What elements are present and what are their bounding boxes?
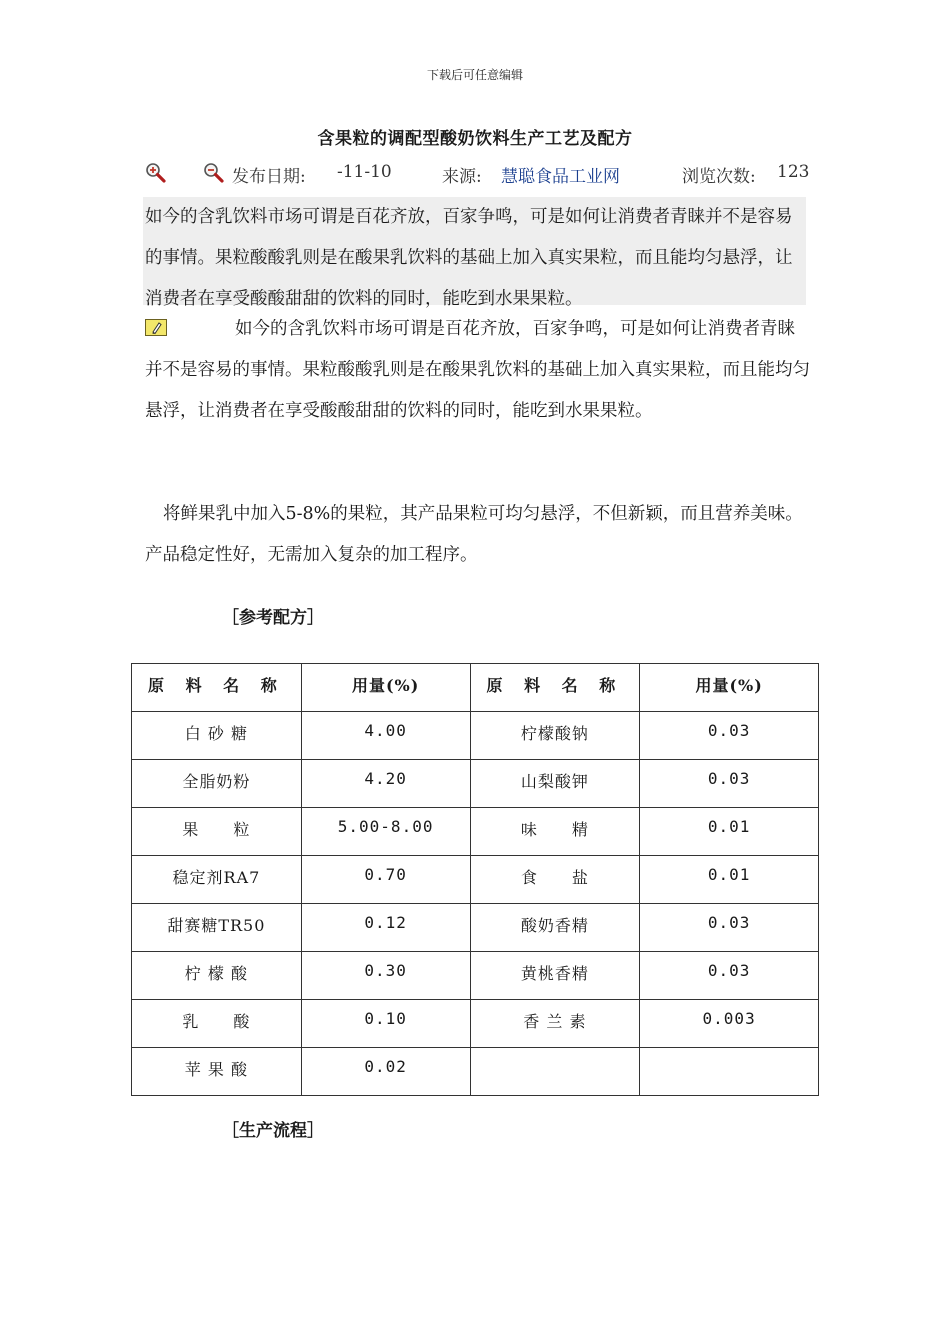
views-label: 浏览次数:: [682, 167, 756, 187]
ingredient-name: 全脂奶粉: [132, 760, 302, 808]
ingredient-amount: 0.03: [640, 904, 819, 952]
ingredient-amount: 0.03: [640, 712, 819, 760]
source-label: 来源:: [442, 167, 482, 187]
section-heading-process: ［生产流程］: [222, 1121, 324, 1141]
table-row: [132, 952, 819, 1000]
ingredient-amount: 0.03: [640, 760, 819, 808]
ingredient-amount: 5.00-8.00: [301, 808, 470, 856]
ingredient-amount: 0.003: [640, 1000, 819, 1048]
ingredient-name: [470, 1048, 640, 1096]
ingredient-name: 食 盐: [470, 856, 640, 904]
table-header-cell: 用量(%): [640, 664, 819, 712]
body-paragraph-1: 如今的含乳饮料市场可谓是百花齐放，百家争鸣，可是如何让消费者青睐并不是容易的事情。果粒酸酸乳则是在酸果乳饮料的基础上加入真实果粒，而且能均匀悬浮，让消费者在享受酸酸甜甜的饮料的同时，能吃到水果果粒。: [145, 319, 810, 421]
ingredient-amount: 4.00: [301, 712, 470, 760]
table-row: [132, 1000, 819, 1048]
table-row: [132, 904, 819, 952]
ingredient-amount: [640, 1048, 819, 1096]
header-note: 下载后可任意编辑: [426, 68, 523, 82]
section-heading-recipe: ［参考配方］: [222, 608, 324, 628]
table-header-cell: 原 料 名 称: [132, 664, 302, 712]
ingredient-name: 白 砂 糖: [132, 712, 302, 760]
table-header-cell: 原 料 名 称: [470, 664, 640, 712]
table-row: [132, 712, 819, 760]
ingredient-amount: 0.70: [301, 856, 470, 904]
table-header-row: [132, 664, 819, 712]
ingredient-amount: 0.03: [640, 952, 819, 1000]
ingredient-name: 稳定剂RA7: [132, 856, 302, 904]
ingredient-name: 柠檬酸钠: [470, 712, 640, 760]
ingredient-amount: 0.10: [301, 1000, 470, 1048]
ingredient-name: 山梨酸钾: [470, 760, 640, 808]
ingredient-name: 苹 果 酸: [132, 1048, 302, 1096]
table-row: [132, 856, 819, 904]
ingredient-name: 黄桃香精: [470, 952, 640, 1000]
ingredient-amount: 0.12: [301, 904, 470, 952]
ingredient-name: 果 粒: [132, 808, 302, 856]
ingredient-amount: 0.30: [301, 952, 470, 1000]
ingredient-name: 甜赛糖TR50: [132, 904, 302, 952]
table-row: [132, 760, 819, 808]
zoom-out-icon[interactable]: [203, 162, 225, 184]
publish-date: -11-10: [337, 162, 392, 182]
views-count: 123: [777, 162, 810, 182]
body-paragraph-2: 将鲜果乳中加入5-8%的果粒，其产品果粒可均匀悬浮，不但新颖，而且营养美味。产品稳定性好，无需加入复杂的加工程序。: [145, 504, 803, 565]
recipe-table: [131, 663, 819, 1096]
article-meta: [145, 160, 810, 188]
ingredient-name: 柠 檬 酸: [132, 952, 302, 1000]
table-row: [132, 808, 819, 856]
ingredient-amount: 4.20: [301, 760, 470, 808]
zoom-in-icon[interactable]: [145, 162, 167, 184]
publish-date-label: 发布日期:: [232, 167, 306, 187]
ingredient-amount: 0.02: [301, 1048, 470, 1096]
table-header-cell: 用量(%): [301, 664, 470, 712]
page-title: 含果粒的调配型酸奶饮料生产工艺及配方: [317, 129, 633, 149]
source-link[interactable]: 慧聪食品工业网: [501, 167, 620, 187]
article-summary: 如今的含乳饮料市场可谓是百花齐放，百家争鸣，可是如何让消费者青睐并不是容易的事情。果粒酸酸乳则是在酸果乳饮料的基础上加入真实果粒，而且能均匀悬浮，让消费者在享受酸酸甜甜的饮料的同时，能吃到水果果粒。: [143, 197, 806, 305]
ingredient-name: 乳 酸: [132, 1000, 302, 1048]
ingredient-amount: 0.01: [640, 808, 819, 856]
ingredient-name: 酸奶香精: [470, 904, 640, 952]
ingredient-name: 味 精: [470, 808, 640, 856]
ingredient-amount: 0.01: [640, 856, 819, 904]
table-row: [132, 1048, 819, 1096]
ingredient-name: 香 兰 素: [470, 1000, 640, 1048]
